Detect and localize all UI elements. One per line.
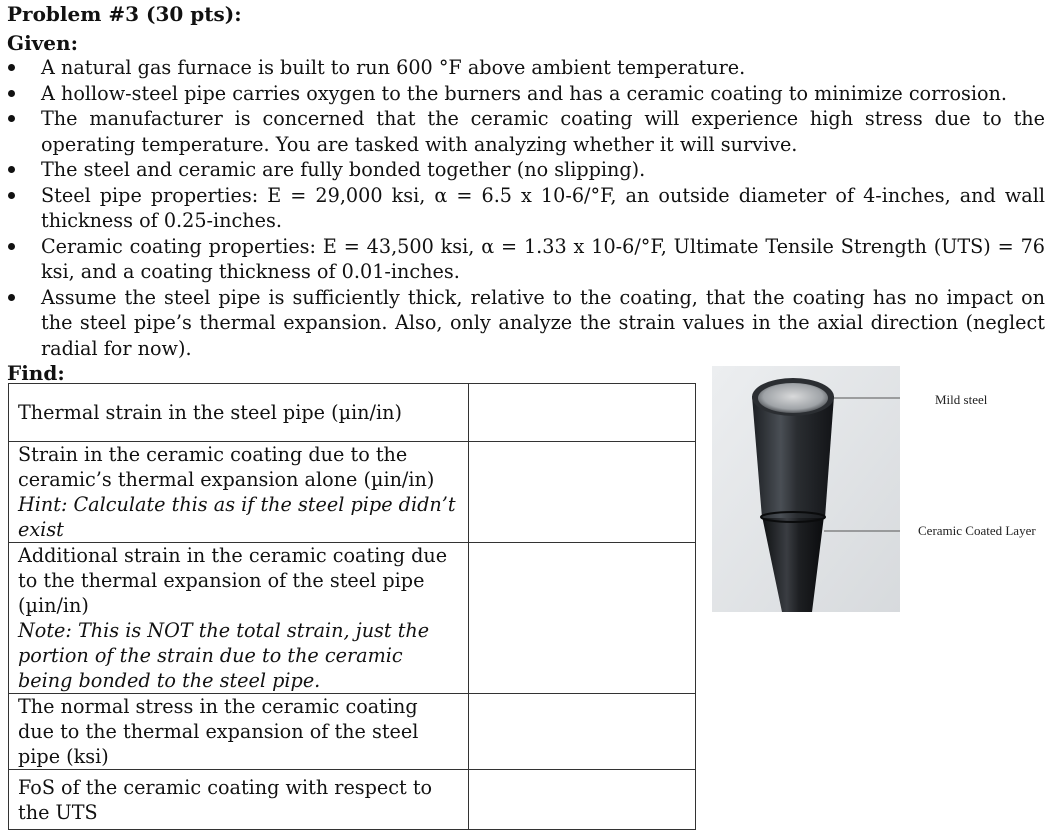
answer-cell[interactable] [469,543,696,694]
question-text: Thermal strain in the steel pipe (µin/in) [18,401,402,424]
table-row [9,543,696,694]
answer-cell[interactable] [469,770,696,830]
question-cell [9,384,469,442]
question-cell [9,543,469,694]
question-cell [9,694,469,770]
question-text: Strain in the ceramic coating due to the ceramic’s thermal expansion alone (µin/in) [18,443,435,491]
given-item: Assume the steel pipe is sufficiently thick, relative to the coating, that the coating has no impact on the steel pipe’s thermal expansion. Also, only analyze the strain values in the axial direction (neglect radial for now). [0,285,1045,362]
table-row [9,442,696,543]
table-row [9,770,696,830]
given-item: The manufacturer is concerned that the ceramic coating will experience high stress due to the operating temperature. You are tasked with analyzing whether it will survive. [0,106,1045,157]
note-text: Note: This is NOT the total strain, just the portion of the strain due to the ceramic being bonded to the steel pipe. [18,619,430,692]
answer-cell[interactable] [469,384,696,442]
given-heading: Given: [7,31,78,55]
pipe-opening [758,383,828,413]
pipe-photo [712,366,900,612]
given-item: The steel and ceramic are fully bonded together (no slipping). [0,157,1045,183]
given-list [0,55,1045,361]
question-text: The normal stress in the ceramic coating due to the thermal expansion of the steel pipe (ksi) [18,695,419,768]
table-row [9,694,696,770]
find-heading: Find: [7,361,65,385]
given-item: Ceramic coating properties: E = 43,500 ksi, α = 1.33 x 10-6/°F, Ultimate Tensile Strength (UTS) = 76 ksi, and a coating thickness of 0.01-inches. [0,234,1045,285]
find-table [8,383,696,830]
hint-text: Hint: Calculate this as if the steel pipe didn’t exist [18,493,456,541]
table-row [9,384,696,442]
given-item: Steel pipe properties: E = 29,000 ksi, α = 6.5 x 10-6/°F, an outside diameter of 4-inches, and wall thickness of 0.25-inches. [0,183,1045,234]
problem-title: Problem #3 (30 pts): [7,2,242,26]
given-item: A natural gas furnace is built to run 600 °F above ambient temperature. [0,55,1045,81]
question-text: Additional strain in the ceramic coating due to the thermal expansion of the steel pipe (µin/in) [18,544,448,617]
label-ceramic-coated-layer: Ceramic Coated Layer [918,523,1036,538]
label-mild-steel: Mild steel [935,392,988,407]
answer-cell[interactable] [469,694,696,770]
question-cell [9,442,469,543]
given-item: A hollow-steel pipe carries oxygen to the burners and has a ceramic coating to minimize corrosion. [0,81,1045,107]
answer-cell[interactable] [469,442,696,543]
question-text: FoS of the ceramic coating with respect to the UTS [18,775,433,824]
question-cell [9,770,469,830]
